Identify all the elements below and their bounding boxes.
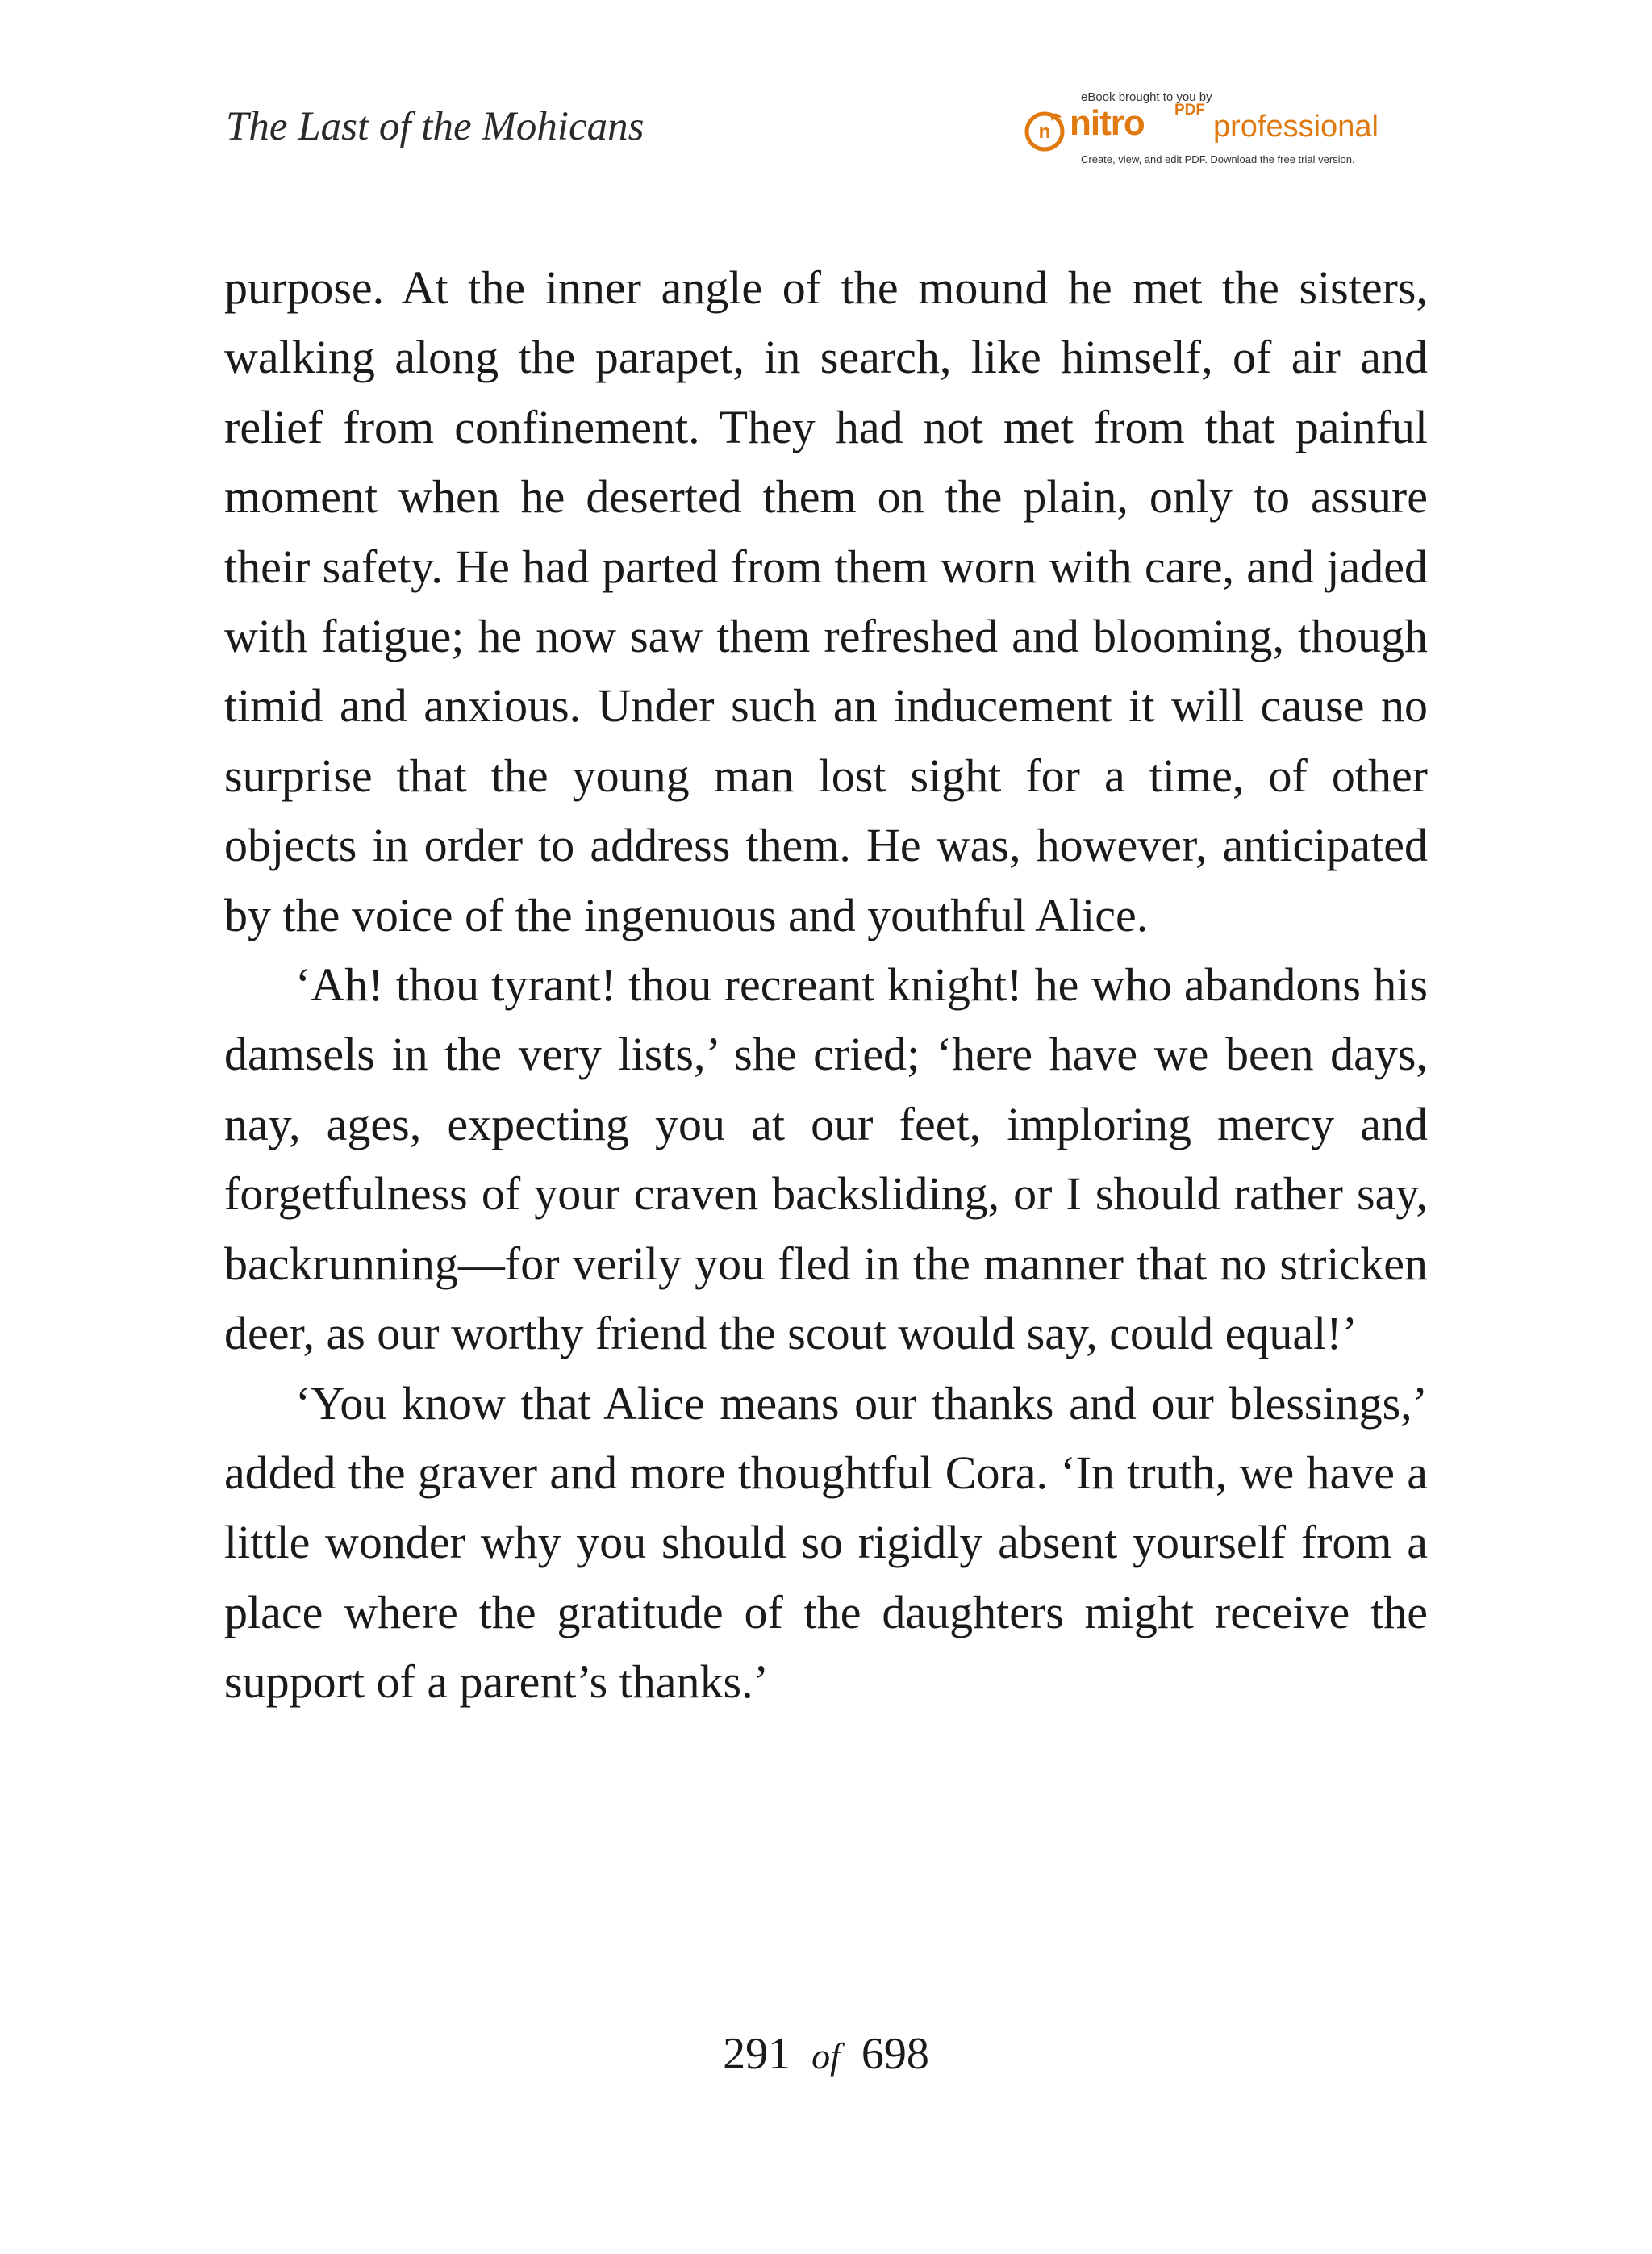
- nitro-pdf-banner[interactable]: [1023, 89, 1442, 169]
- paragraph: ‘Ah! thou tyrant! thou recreant knight! he who abandons his damsels in the very lists,’ she cried; ‘here have we been days, nay, ages, expecting you at our feet, imploring mercy and forgetfulness of your craven backsliding, or I should rather say, backrunning—for verily you fled in the manner that no stricken deer, as our worthy friend the scout would say, could equal!’: [224, 958, 1428, 1360]
- paragraph: purpose. At the inner angle of the mound he met the sisters, walking along the parapet, in search, like himself, of air and relief from confinement. They had not met from that painful moment when he deserted them on the plain, only to assure their safety. He had parted from them worn with care, and jaded with fatigue; he now saw them refreshed and blooming, though timid and anxious. Under such an inducement it will cause no surprise that the young man lost sight for a time, of other objects in order to address them. He was, however, anticipated by the voice of the ingenuous and youthful Alice.: [224, 261, 1428, 941]
- running-title: The Last of the Mohicans: [226, 104, 645, 149]
- page-total: 698: [861, 2029, 929, 2079]
- nitro-logo-icon: [1023, 110, 1066, 153]
- banner-intro-text: eBook brought to you by: [1081, 90, 1212, 104]
- page-of-label: of: [811, 2035, 841, 2077]
- body-text: [224, 253, 1428, 1718]
- paragraph: ‘You know that Alice means our thanks and our blessings,’ added the graver and more thoughtful Cora. ‘In truth, we have a little wonder why you should so rigidly absent yourself from a place where the gratitude of the daughters might receive the support of a parent’s thanks.’: [224, 1376, 1428, 1709]
- banner-product: professional: [1213, 110, 1379, 144]
- page-current: 291: [723, 2029, 791, 2079]
- svg-text:n: n: [1038, 121, 1051, 143]
- banner-tagline: Create, view, and edit PDF. Download the free trial version.: [1081, 153, 1355, 165]
- banner-brand-superscript: PDF: [1174, 102, 1205, 119]
- banner-brand: nitro: [1070, 103, 1145, 143]
- page-number: [0, 2028, 1652, 2080]
